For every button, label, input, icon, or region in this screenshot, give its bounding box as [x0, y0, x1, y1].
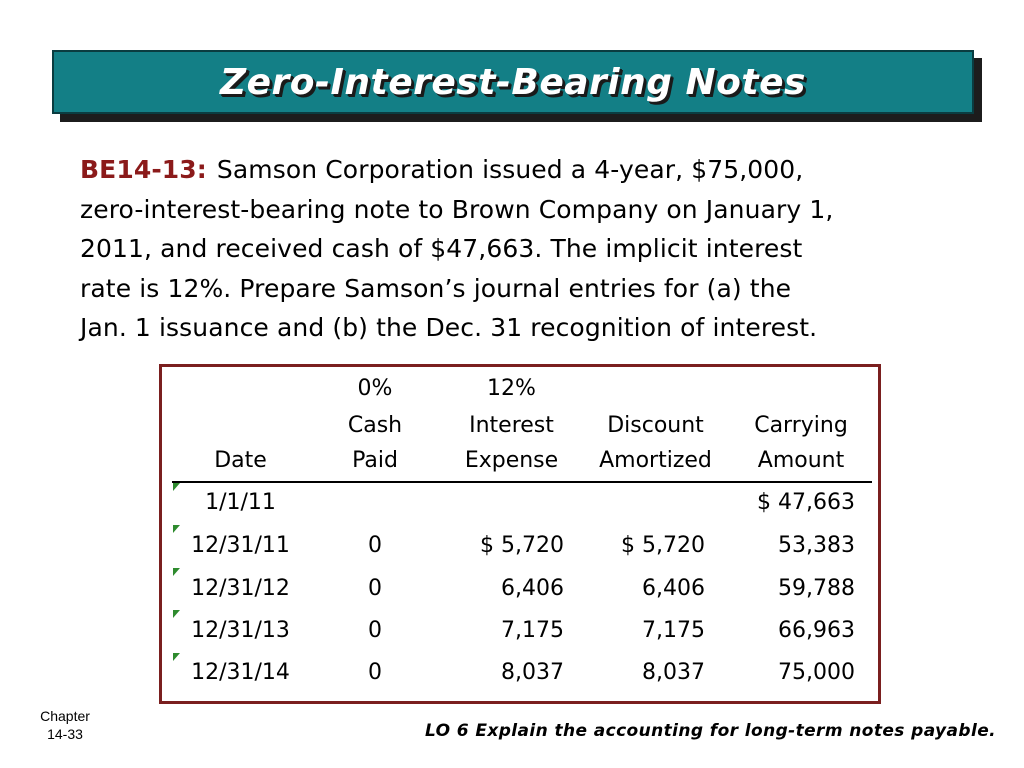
slide-title: Zero-Interest-Bearing Notes: [220, 61, 806, 103]
problem-line: Samson Corporation issued a 4-year, $75,000,: [216, 155, 804, 184]
chapter-label: Chapter: [40, 708, 90, 724]
row-discount-amortized: 6,406: [642, 576, 705, 601]
row-discount-amortized: $ 5,720: [621, 533, 705, 558]
header-date: Date: [214, 448, 267, 473]
row-carrying-amount: 53,383: [778, 533, 855, 558]
header-cash-rate: 0%: [357, 376, 393, 401]
header-interest-line2: Interest: [469, 413, 554, 438]
problem-line: zero-interest-bearing note to Brown Company on January 1,: [80, 194, 834, 224]
header-discount-line1: Discount: [607, 413, 704, 438]
row-carrying-amount: 66,963: [778, 618, 855, 643]
row-date: 12/31/12: [191, 576, 290, 601]
header-interest-rate: 12%: [487, 376, 536, 401]
title-bar: [52, 50, 974, 114]
row-cash-paid: 0: [368, 618, 382, 643]
row-cash-paid: 0: [368, 533, 382, 558]
row-interest-expense: 8,037: [501, 660, 564, 685]
chapter-reference: [30, 707, 100, 743]
header-interest-line3: Expense: [464, 448, 559, 473]
amortization-table: [159, 364, 881, 704]
problem-line: rate is 12%. Prepare Samson’s journal entries for (a) the: [80, 273, 792, 303]
row-discount-amortized: 8,037: [642, 660, 705, 685]
row-carrying-amount: 75,000: [778, 660, 855, 685]
cell-marker: [173, 610, 180, 618]
header-carrying-line1: Carrying: [754, 413, 848, 438]
row-cash-paid: 0: [368, 660, 382, 685]
row-carrying-amount: 59,788: [778, 576, 855, 601]
problem-line: Jan. 1 issuance and (b) the Dec. 31 recognition of interest.: [80, 313, 818, 342]
row-cash-paid: 0: [368, 576, 382, 601]
row-date: 12/31/13: [191, 618, 290, 643]
problem-label: BE14-13:: [80, 155, 207, 184]
cell-marker: [173, 525, 180, 533]
row-interest-expense: $ 5,720: [480, 533, 564, 558]
header-discount-line2: Amortized: [599, 448, 712, 473]
learning-objective: LO 6 Explain the accounting for long-term notes payable.: [425, 721, 996, 741]
row-date: 1/1/11: [205, 490, 276, 515]
chapter-number: 14-33: [47, 726, 83, 742]
row-interest-expense: 6,406: [501, 576, 564, 601]
problem-statement: [80, 150, 980, 348]
row-interest-expense: 7,175: [501, 618, 564, 643]
cell-marker: [173, 568, 180, 576]
row-carrying-amount: $ 47,663: [757, 490, 855, 515]
header-rule: [172, 481, 872, 483]
problem-line: 2011, and received cash of $47,663. The implicit interest: [80, 234, 803, 263]
header-carrying-line2: Amount: [757, 448, 845, 473]
row-date: 12/31/14: [191, 660, 290, 685]
row-date: 12/31/11: [191, 533, 290, 558]
header-cash-line2: Cash: [347, 413, 403, 438]
header-cash-line3: Paid: [352, 448, 398, 473]
row-discount-amortized: 7,175: [642, 618, 705, 643]
